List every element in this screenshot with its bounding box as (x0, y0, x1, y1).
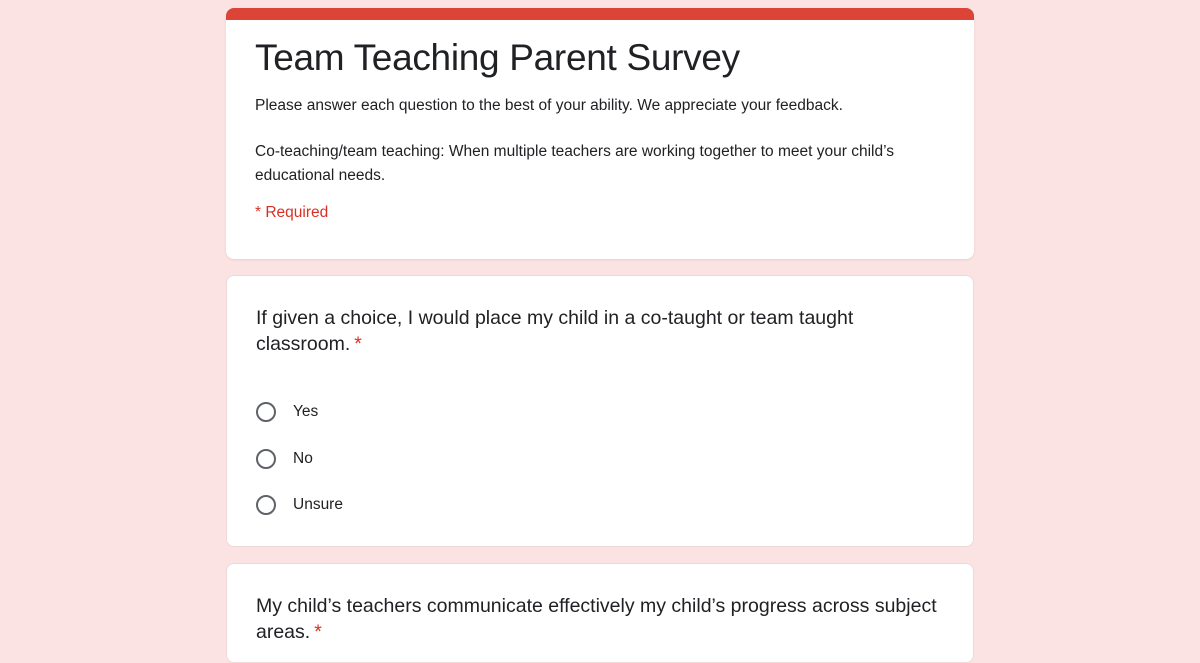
question-title (256, 593, 945, 645)
radio-option-no[interactable] (256, 436, 945, 483)
radio-option-label: Yes (293, 403, 319, 421)
form-title: Team Teaching Parent Survey (255, 37, 740, 78)
radio-option-unsure[interactable] (256, 482, 945, 529)
question-title (256, 305, 945, 357)
form-column (226, 8, 974, 643)
question-text: My child’s teachers communicate effectively my child’s progress across subject areas. (256, 595, 937, 643)
required-asterisk: * (354, 333, 362, 355)
radio-button[interactable] (256, 449, 276, 469)
radio-button[interactable] (256, 402, 276, 422)
question-card (226, 563, 974, 663)
radio-option-label: Unsure (293, 496, 343, 514)
question-text: If given a choice, I would place my child in a co-taught or team taught classroom. (256, 307, 854, 355)
radio-option-label: No (293, 449, 313, 467)
form-header-card (226, 8, 974, 259)
form-description-definition: Co-teaching/team teaching: When multiple teachers are working together to meet your child’s educational needs. (255, 143, 894, 184)
required-asterisk: * (314, 621, 322, 643)
required-note: * Required (255, 204, 329, 221)
radio-button[interactable] (256, 495, 276, 515)
radio-option-yes[interactable] (256, 389, 945, 436)
question-card (226, 275, 974, 547)
radio-group (256, 389, 945, 529)
form-description: Please answer each question to the best of your ability. We appreciate your feedback. (255, 97, 843, 114)
